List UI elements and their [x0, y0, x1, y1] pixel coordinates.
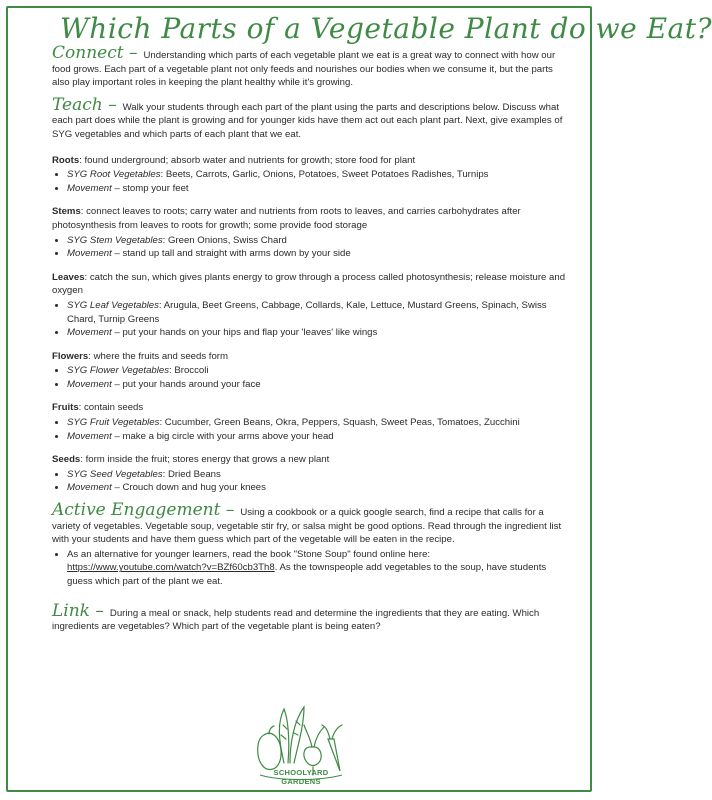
plant-part-description	[52, 271, 572, 298]
movement-label: Movement	[67, 327, 112, 339]
connect-section	[52, 43, 572, 90]
stone-soup-text-end: . As the townspeople add vegetables to the soup, have students guess which part of the plant we eat.	[67, 562, 547, 587]
teach-section	[52, 94, 572, 142]
list-item-movement	[67, 182, 572, 196]
movement-label: Movement	[67, 248, 112, 260]
plant-part-desc-text: : found underground; absorb water and nutrients for growth; store food for plant	[79, 154, 416, 166]
vegetables-label: SYG Fruit Vegetables	[67, 417, 160, 429]
plant-part-bullets	[52, 168, 572, 195]
plant-part-stems	[52, 205, 572, 260]
worksheet	[52, 12, 712, 634]
list-item-movement	[67, 481, 572, 495]
active-engagement-heading: Active Engagement –	[52, 500, 235, 521]
list-item	[67, 548, 572, 589]
plant-part-desc-text: : form inside the fruit; stores energy that grows a new plant	[80, 454, 330, 466]
vegetables-text: : Dried Beans	[162, 468, 221, 480]
plant-part-bullets	[52, 299, 572, 340]
plant-part-seeds	[52, 453, 572, 495]
stone-soup-text: As an alternative for younger learners, read the book "Stone Soup" found online here:	[67, 548, 431, 560]
vegetables-text: : Beets, Carrots, Garlic, Onions, Potatoes, Sweet Potatoes Radishes, Turnips	[160, 169, 489, 181]
vegetables-label: SYG Seed Vegetables	[67, 468, 163, 480]
teach-heading: Teach –	[52, 94, 117, 115]
list-item-vegetables	[67, 234, 572, 248]
vegetables-label: SYG Root Vegetables	[67, 169, 161, 181]
link-heading: Link –	[52, 600, 104, 621]
movement-text: – stomp your feet	[111, 182, 189, 194]
teach-text: Walk your students through each part of the plant using the parts and descriptions below. Discuss what each part does while the plant is growing and for younger kids have them act out each plant part. Next, give examples of SYG vegetables and which parts of each plant that we eat.	[52, 101, 563, 140]
logo-text: SCHOOLYARD GARDENS	[273, 768, 329, 786]
plant-part-desc-text: : catch the sun, which gives plants energy to grow through a process called photosynthesis; release moisture and oxygen	[52, 271, 566, 297]
vegetables-text: : Arugula, Beet Greens, Cabbage, Collards, Kale, Lettuce, Mustard Greens, Spinach, Swiss Chard, Turnip Greens	[67, 299, 547, 325]
plant-part-name: Roots	[52, 154, 80, 166]
list-item-movement	[67, 326, 572, 340]
list-item-vegetables	[67, 168, 572, 182]
link-text: During a meal or snack, help students read and determine the ingredients that they are eating. Which ingredients are vegetables? Which part of the vegetable plant is being eaten?	[52, 607, 540, 633]
list-item-vegetables	[67, 468, 572, 482]
movement-text: – Crouch down and hug your knees	[111, 482, 266, 494]
movement-label: Movement	[67, 378, 112, 390]
link-section	[52, 600, 572, 634]
plant-part-name: Fruits	[52, 402, 79, 414]
plant-part-name: Flowers	[52, 350, 89, 362]
vegetables-text: : Broccoli	[169, 365, 209, 377]
list-item-vegetables	[67, 299, 572, 326]
plant-part-description	[52, 154, 572, 168]
list-item-movement	[67, 430, 572, 444]
vegetables-text: : Green Onions, Swiss Chard	[162, 234, 287, 246]
vegetables-label: SYG Leaf Vegetables	[67, 299, 159, 311]
connect-heading: Connect –	[52, 43, 138, 63]
plant-part-name: Leaves	[52, 271, 85, 283]
movement-text: – stand up tall and straight with arms down by your side	[111, 248, 351, 260]
active-engagement-bullets	[52, 548, 572, 589]
movement-text: – make a big circle with your arms above your head	[111, 430, 334, 442]
vegetables-label: SYG Flower Vegetables	[67, 365, 170, 377]
plant-part-description	[52, 453, 572, 467]
active-engagement-section	[52, 500, 572, 547]
plant-part-roots	[52, 154, 572, 196]
movement-label: Movement	[67, 430, 112, 442]
active-engagement-text: Using a cookbook or a quick google search, find a recipe that calls for a variety of vegetables. Vegetable soup, vegetable stir fry, or salsa might be good options. Read through the ingredient list with your students and have them guess which part of the vegetable will be eaten in the recipe.	[52, 507, 562, 546]
plant-part-desc-text: : where the fruits and seeds form	[88, 350, 228, 362]
list-item-movement	[67, 378, 572, 392]
plant-part-desc-text: : contain seeds	[78, 402, 144, 414]
movement-label: Movement	[67, 482, 112, 494]
page-title: Which Parts of a Vegetable Plant do we Eat?	[60, 12, 712, 45]
plant-part-bullets	[52, 234, 572, 261]
movement-text: – put your hands around your face	[111, 378, 261, 390]
plant-part-fruits	[52, 401, 572, 443]
plant-part-description	[52, 205, 572, 232]
plant-part-bullets	[52, 416, 572, 443]
stone-soup-link[interactable]: https://www.youtube.com/watch?v=BZf60cb3Th8	[67, 562, 275, 574]
movement-text: – put your hands on your hips and flap your 'leaves' like wings	[111, 327, 378, 339]
plant-part-desc-text: : connect leaves to roots; carry water and nutrients from roots to leaves, and carries carbohydrates after photosynthesis from leaves to roots for growth; some provide food storage	[52, 206, 521, 231]
plant-part-description	[52, 401, 572, 415]
plant-part-leaves	[52, 271, 572, 340]
movement-label: Movement	[67, 182, 112, 194]
plant-part-bullets	[52, 468, 572, 495]
list-item-vegetables	[67, 416, 572, 430]
vegetables-label: SYG Stem Vegetables	[67, 234, 163, 246]
plant-part-name: Stems	[52, 206, 81, 218]
vegetables-text: : Cucumber, Green Beans, Okra, Peppers, Squash, Sweet Peas, Tomatoes, Zucchini	[159, 417, 520, 429]
plant-part-bullets	[52, 364, 572, 391]
plant-part-description	[52, 350, 572, 364]
plant-parts-list	[52, 154, 572, 495]
connect-text: Understanding which parts of each vegetable plant we eat is a great way to connect with how our food grows. Each part of a vegetable plant not only feeds and nourishes our bodies when we consume it, but the parts also play important roles in keeping the plant healthy while it's growing.	[52, 50, 556, 89]
plant-part-name: Seeds	[52, 454, 81, 466]
plant-part-flowers	[52, 350, 572, 392]
list-item-movement	[67, 247, 572, 261]
list-item-vegetables	[67, 364, 572, 378]
